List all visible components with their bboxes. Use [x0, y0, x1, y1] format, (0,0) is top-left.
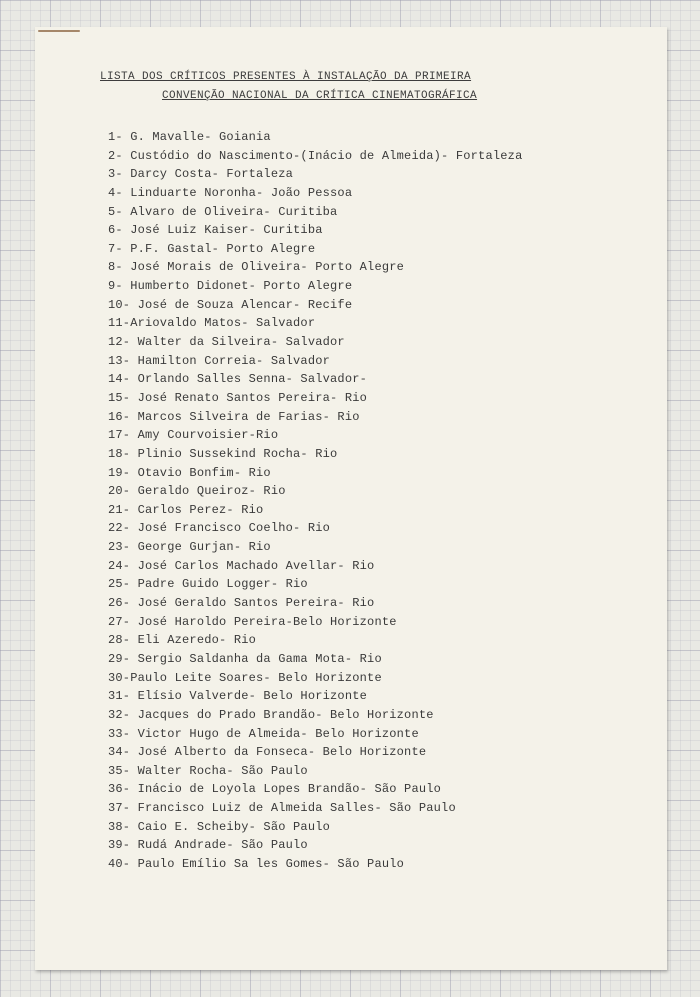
list-item: 1- G. Mavalle- Goiania — [108, 130, 271, 144]
list-item: 4- Linduarte Noronha- João Pessoa — [108, 185, 353, 200]
document-title — [100, 68, 620, 106]
critics-list — [108, 128, 522, 874]
staple-mark — [38, 30, 80, 32]
list-item: 13- Hamilton Correia- Salvador — [108, 353, 331, 368]
list-item: 17- Amy Courvoisier-Rio — [108, 428, 279, 443]
list-item: 16- Marcos Silveira de Farias- Rio — [108, 409, 360, 424]
title-line-1: LISTA DOS CRÍTICOS PRESENTES À INSTALAÇÃO DA PRIMEIRA — [100, 71, 472, 83]
list-item: 5- Alvaro de Oliveira- Curitiba — [108, 204, 338, 219]
list-item: 39- Rudá Andrade- São Paulo — [108, 838, 308, 853]
list-item: 29- Sergio Saldanha da Gama Mota- Rio — [108, 651, 382, 666]
list-item: 34- José Alberto da Fonseca- Belo Horizonte — [108, 745, 427, 760]
list-item: 22- José Francisco Coelho- Rio — [108, 521, 331, 536]
list-item: 20- Geraldo Queiroz- Rio — [108, 484, 286, 499]
list-item: 23- George Gurjan- Rio — [108, 540, 271, 555]
list-item: 36- Inácio de Loyola Lopes Brandão- São Paulo — [108, 782, 442, 797]
list-item: 33- Victor Hugo de Almeida- Belo Horizonte — [108, 726, 419, 741]
list-item: 32- Jacques do Prado Brandão- Belo Horizonte — [108, 707, 434, 722]
list-item: 6- José Luiz Kaiser- Curitiba — [108, 223, 323, 238]
list-item: 37- Francisco Luiz de Almeida Salles- São Paulo — [108, 801, 456, 816]
list-item: 9- Humberto Didonet- Porto Alegre — [108, 279, 353, 294]
list-item: 10- José de Souza Alencar- Recife — [108, 297, 353, 312]
list-item: 15- José Renato Santos Pereira- Rio — [108, 390, 368, 405]
title-line-2: CONVENÇÃO NACIONAL DA CRÍTICA CINEMATOGRÁFICA — [162, 90, 478, 102]
list-item: 26- José Geraldo Santos Pereira- Rio — [108, 596, 375, 611]
list-item: 8- José Morais de Oliveira- Porto Alegre — [108, 260, 405, 275]
list-item: 2- Custódio do Nascimento-(Inácio de Almeida)- Fortaleza — [108, 148, 523, 163]
list-item: 30-Paulo Leite Soares- Belo Horizonte — [108, 670, 382, 685]
list-item: 27- José Haroldo Pereira-Belo Horizonte — [108, 614, 397, 629]
list-item: 18- Plinio Sussekind Rocha- Rio — [108, 446, 338, 461]
list-item: 21- Carlos Perez- Rio — [108, 502, 264, 517]
list-item: 38- Caio E. Scheiby- São Paulo — [108, 819, 331, 834]
list-item: 31- Elísio Valverde- Belo Horizonte — [108, 689, 368, 704]
list-item: 40- Paulo Emílio Sa les Gomes- São Paulo — [108, 856, 405, 871]
list-item: 28- Eli Azeredo- Rio — [108, 633, 257, 648]
list-item: 7- P.F. Gastal- Porto Alegre — [108, 241, 316, 256]
list-item: 25- Padre Guido Logger- Rio — [108, 577, 308, 592]
list-item: 14- Orlando Salles Senna- Salvador- — [108, 372, 368, 387]
list-item: 35- Walter Rocha- São Paulo — [108, 763, 308, 778]
list-item: 24- José Carlos Machado Avellar- Rio — [108, 558, 375, 573]
list-item: 12- Walter da Silveira- Salvador — [108, 335, 345, 350]
list-item: 3- Darcy Costa- Fortaleza — [108, 167, 294, 182]
list-item: 19- Otavio Bonfim- Rio — [108, 465, 271, 480]
list-item: 11-Ariovaldo Matos- Salvador — [108, 316, 316, 331]
